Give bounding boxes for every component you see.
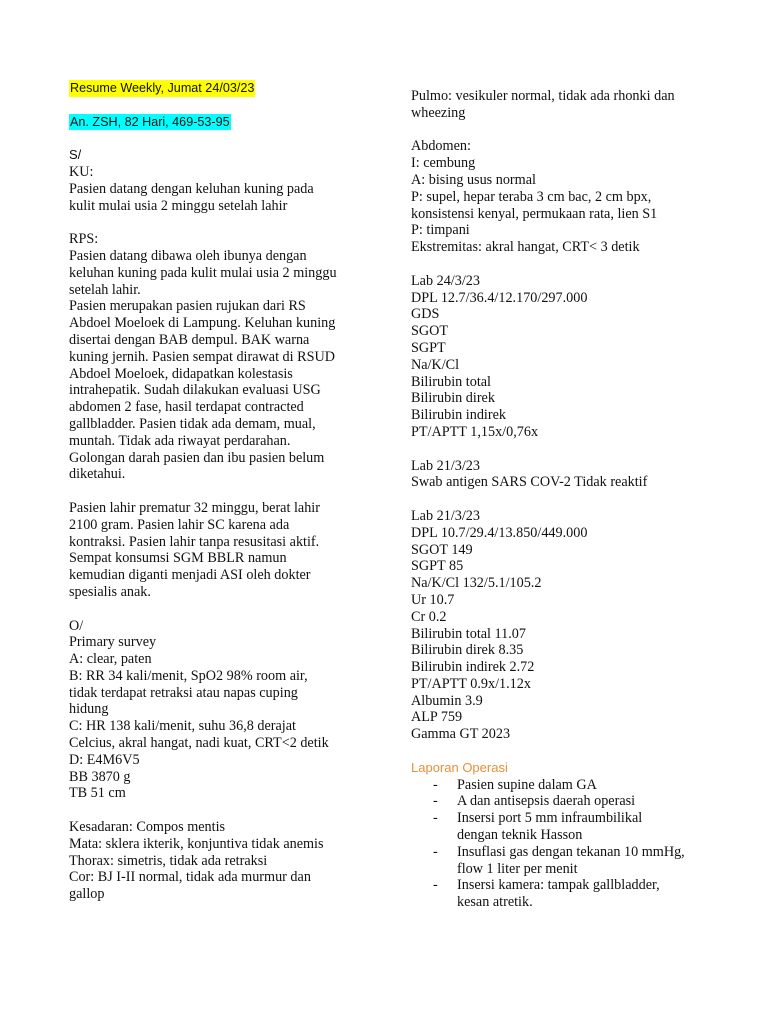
text-line: SGPT 85 [411,558,464,575]
text-line: Mata: sklera ikterik, konjuntiva tidak anemis [69,835,324,852]
operation-step-text: flow 1 liter per menit [457,860,578,877]
operation-step-text: Insuflasi gas dengan tekanan 10 mmHg, [457,843,685,860]
text-line: DPL 10.7/29.4/13.850/449.000 [411,524,588,541]
text-line: Bilirubin indirek [411,407,506,424]
birth-history-text [69,500,369,601]
text-line: P: timpani [411,222,470,239]
text-line: konsistensi kenyal, permukaan rata, lien S1 [411,205,658,222]
operation-step [433,877,711,911]
text-line: Celcius, akral hangat, nadi kuat, CRT<2 detik [69,735,329,752]
text-line: TB 51 cm [69,785,126,802]
text-line: kulit mulai usia 2 minggu setelah lahir [69,197,288,214]
text-line: SGOT 149 [411,541,473,558]
text-line: Cr 0.2 [411,608,447,625]
text-line: BB 3870 g [69,768,131,785]
text-line: Swab antigen SARS COV-2 Tidak reaktif [411,474,648,491]
text-line: GDS [411,306,440,323]
ku-label: KU: [69,163,94,180]
bullet-dash: - [433,843,438,860]
title-line [69,80,369,97]
ku-text [69,181,369,215]
bullet-dash: - [433,793,438,810]
text-line: tidak terdapat retraksi atau napas cuping [69,684,298,701]
operation-step-text: kesan atretik. [457,894,533,911]
bullet-dash: - [433,776,438,793]
text-line: setelah lahir. [69,281,141,298]
pulmo-text [411,88,711,122]
text-line: ALP 759 [411,709,463,726]
text-line: Primary survey [69,634,157,651]
operation-step-text: Insersi port 5 mm infraumbilikal [457,810,643,827]
text-line: SGPT [411,339,446,356]
text-line: Abdoel Moeloek di Lampung. Keluhan kuning [69,315,336,332]
physical-exam-text [69,819,369,903]
operation-steps-list [411,777,711,911]
patient-identifier: An. ZSH, 82 Hari, 469-53-95 [70,114,230,129]
text-line: kuning jernih. Pasien sempat dirawat di RSUD [69,348,335,365]
text-line: Thorax: simetris, tidak ada retraksi [69,852,268,869]
text-line: B: RR 34 kali/menit, SpO2 98% room air, [69,667,308,684]
text-line: Pasien datang dibawa oleh ibunya dengan [69,247,307,264]
text-line: Lab 21/3/23 [411,457,480,474]
text-line: Pulmo: vesikuler normal, tidak ada rhonki dan [411,88,675,104]
text-line: 2100 gram. Pasien lahir SC karena ada [69,516,290,533]
text-line: spesialis anak. [69,583,151,600]
text-line: PT/APTT 1,15x/0,76x [411,423,539,440]
lab-24-3-text [411,273,711,441]
text-line: Bilirubin indirek 2.72 [411,659,535,676]
text-line: Lab 24/3/23 [411,272,480,289]
text-line: kemudian diganti menjadi ASI oleh dokter [69,567,311,584]
operation-step-text: Pasien supine dalam GA [457,776,597,793]
text-line: disertai dengan BAB dempul. BAK warna [69,331,310,348]
rps-label: RPS: [69,231,99,248]
text-line: hidung [69,701,109,718]
lab-21-3-text [411,508,711,743]
text-line: Sempat konsumsi SGM BBLR namun [69,550,287,567]
lab-swab-text [411,458,711,492]
text-line: gallbladder. Pasien tidak ada demam, mual, [69,415,316,432]
text-line: Bilirubin total 11.07 [411,625,526,642]
rps-text [69,248,369,483]
text-line: Pasien merupakan pasien rujukan dari RS [69,298,306,315]
text-line: diketahui. [69,466,126,483]
text-line: Ekstremitas: akral hangat, CRT< 3 detik [411,239,640,256]
text-line: Abdomen: [411,138,471,155]
text-line: Na/K/Cl [411,356,460,373]
text-line: A: clear, paten [69,651,152,668]
text-line: P: supel, hepar teraba 3 cm bac, 2 cm bpx, [411,188,652,205]
text-line: Cor: BJ I-II normal, tidak ada murmur dan [69,869,311,886]
s-section-header: S/ [69,147,82,163]
text-line: gallop [69,886,105,903]
operation-step [433,793,711,810]
primary-survey-text [69,634,369,802]
text-line: muntah. Tidak ada riwayat perdarahan. [69,432,291,449]
text-line: intrahepatik. Sudah dilakukan evaluasi USG [69,382,321,399]
left-column [69,80,369,903]
text-line: C: HR 138 kali/menit, suhu 36,8 derajat [69,718,296,735]
text-line: Albumin 3.9 [411,692,483,709]
text-line: Bilirubin direk [411,390,495,407]
operation-step [433,777,711,794]
right-column [411,88,711,911]
text-line: Pasien datang dengan keluhan kuning pada [69,180,314,197]
bullet-dash: - [433,877,438,894]
operation-step [433,810,711,844]
text-line: Abdoel Moeloek, didapatkan kolestasis [69,365,293,382]
text-line: Bilirubin total [411,373,491,390]
text-line: Golongan darah pasien dan ibu pasien belum [69,449,325,466]
text-line: Gamma GT 2023 [411,726,511,743]
text-line: Lab 21/3/23 [411,507,480,524]
text-line: D: E4M6V5 [69,751,140,768]
text-line: SGOT [411,323,449,340]
text-line: Kesadaran: Compos mentis [69,819,226,836]
bullet-dash: - [433,810,438,827]
text-line: wheezing [411,104,466,121]
text-line: DPL 12.7/36.4/12.170/297.000 [411,289,588,306]
text-line: Ur 10.7 [411,591,455,608]
abdomen-text [411,138,711,256]
operation-step-text: A dan antisepsis daerah operasi [457,793,636,810]
text-line: Pasien lahir prematur 32 minggu, berat lahir [69,499,320,516]
text-line: Na/K/Cl 132/5.1/105.2 [411,575,542,592]
text-line: abdomen 2 fase, hasil terdapat contracted [69,399,304,416]
text-line: Bilirubin direk 8.35 [411,642,524,659]
patient-line [69,114,369,131]
operation-step [433,844,711,878]
text-line: I: cembung [411,155,476,172]
text-line: kontraksi. Pasien lahir tanpa resusitasi aktif. [69,533,320,550]
text-line: A: bising usus normal [411,171,536,188]
o-section-header: O/ [69,617,84,634]
document-title: Resume Weekly, Jumat 24/03/23 [70,81,255,95]
text-line: PT/APTT 0.9x/1.12x [411,675,531,692]
operation-step-text: Insersi kamera: tampak gallbladder, [457,877,660,894]
text-line: keluhan kuning pada kulit mulai usia 2 minggu [69,264,337,281]
operation-step-text: dengan teknik Hasson [457,827,583,844]
operation-report-heading: Laporan Operasi [411,759,508,775]
